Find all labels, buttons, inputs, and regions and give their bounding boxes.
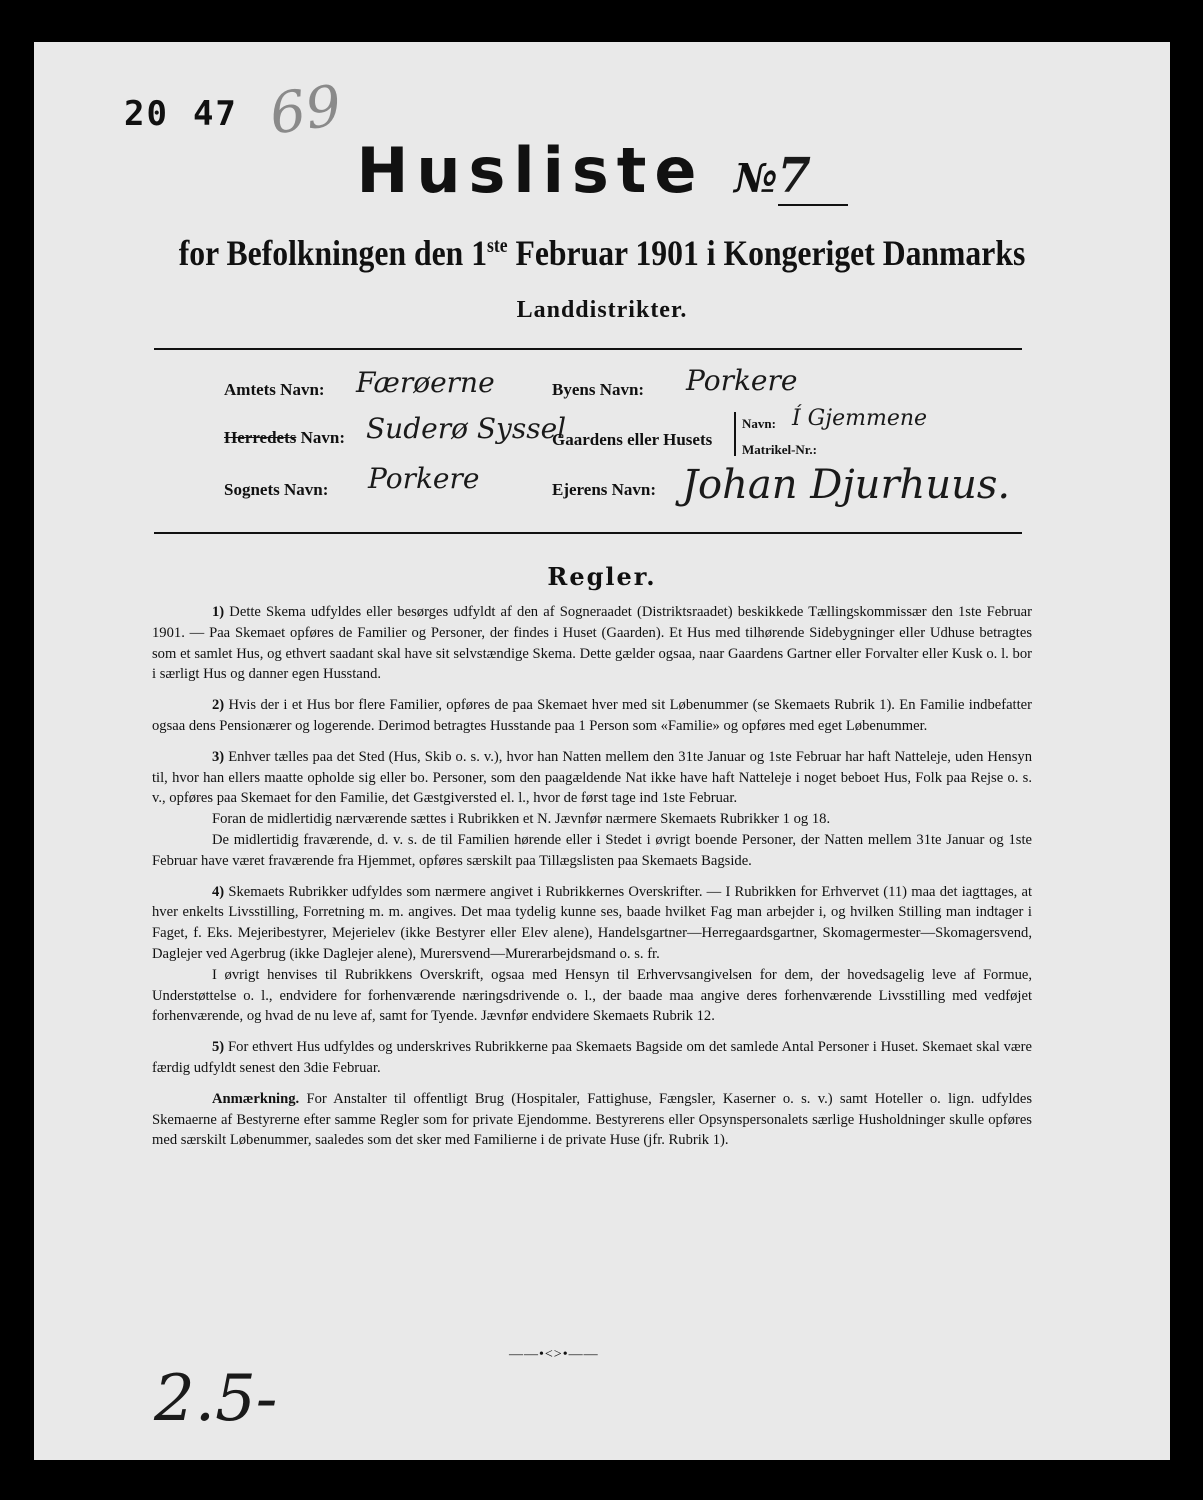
form-subtitle: for Befolkningen den 1ste Februar 1901 i Kongeriget Danmarks: [178, 233, 1026, 273]
sogn-label: Sognets Navn:: [224, 480, 329, 499]
gaard-bracket: [734, 412, 736, 456]
rules-heading: Regler.: [547, 562, 657, 591]
ejer-value: Johan Djurhuus.: [682, 462, 1011, 508]
district-heading: Landdistrikter.: [516, 297, 688, 323]
rules-note: Anmærkning. For Anstalter til offentligt Brug (Hospitaler, Fattighuse, Fængsler, Kaserner o. s. v.) samt Hoteller o. lign. udfyldes Skemaerne af Bestyrerne efter samme Regler som for private Ejendomme. Bestyrerens eller Opsynspersonalets særlige Husholdninger skulle opføres med særskilt Løbenummer, saaledes som det sker med Familierne i de private Huse (jfr. Rubrik 1).: [152, 1090, 1032, 1149]
gaard-navn-value: Í Gjemmene: [792, 406, 928, 431]
gaard-label: Gaardens eller Husets: [552, 430, 713, 449]
herred-label: Herredets Navn:: [224, 428, 346, 447]
matrikel-label: Matrikel-Nr.:: [742, 442, 817, 457]
rule-3c: De midlertidig fraværende, d. v. s. de til Familien hørende eller i Stedet i øvrigt boende Personer, der Natten mellem 31te Januar og 1ste Februar have været fraværende fra Hjemmet, opføres særskilt paa Tillægslisten paa Skemaets Bagside.: [152, 831, 1032, 869]
sogn-value: Porkere: [368, 462, 480, 495]
amt-label: Amtets Navn:: [224, 380, 325, 399]
handwritten-amount: 2.5-: [154, 1362, 278, 1436]
ejer-label: Ejerens Navn:: [552, 480, 657, 499]
rules-body: [152, 602, 1032, 1161]
ornament-divider: ——•<>•——: [509, 1347, 599, 1362]
top-divider: [154, 348, 1022, 350]
handwritten-page-number: 69: [265, 73, 346, 148]
gaard-navn-label: Navn:: [742, 416, 776, 431]
rule-2: 2) Hvis der i et Hus bor flere Familier, opføres de paa Skemaet hver med sit Løbenummer (se Skemaets Rubrik 1). En Familie indbefatter ogsaa dens Pensionærer og logerende. Derimod betragtes Husstande paa 1 Person som «Familie» og opføres med eget Løbenummer.: [152, 697, 1032, 734]
rule-5: 5) For ethvert Hus udfyldes og underskrives Rubrikkerne paa Skemaets Bagside om det samlede Antal Personer i Huset. Skemaet skal være færdig udfyldt senest den 3die Februar.: [152, 1039, 1032, 1076]
census-form-sheet: [34, 42, 1170, 1460]
form-title: Husliste №7: [34, 134, 1170, 207]
by-label: Byens Navn:: [552, 380, 645, 399]
amt-value: Færøerne: [356, 366, 495, 399]
by-value: Porkere: [686, 364, 798, 397]
rule-3b: Foran de midlertidig nærværende sættes i Rubrikken et N. Jævnfør nærmere Skemaets Rubrikker 1 og 18.: [212, 811, 831, 828]
rule-1: 1) Dette Skema udfyldes eller besørges udfyldt af den af Sogneraadet (Distriktsraadet) beskikkede Tællingskommissær den 1ste Februar 1901. — Paa Skemaet opføres de Familier og Personer, der findes i Huset (Gaarden). Et Hus med tilhørende Sidebygninger eller Udhuse betragtes som et samlet Hus, og ethvert saadant skal have sit selvstændige Skema. Dette gælder ogsaa, naar Gaardens Gartner eller Forvalter eller Kusk o. l. bor i særligt Hus og danner egen Husstand.: [152, 604, 1032, 683]
rule-4: 4) Skemaets Rubrikker udfyldes som nærmere angivet i Rubrikkernes Overskrifter. — I Rubrikken for Erhvervet (11) maa det iagttages, at hver enkelts Livsstilling, Forretning m. m. angives. Det maa tydelig kunne ses, baade hvilket Fag man arbejder i, og hvilken Stilling man indtager i Faget, f. Eks. Mejeribestyrer, Mejerielev (ikke Bestyrer eller Elev alene), Handelsgartner—Herregaardsgartner, Skomagermester—Skomagersvend, Daglejer ved Agerbrug (ikke Daglejer alene), Murersvend—Murerarbejdsmand o. s. fr.: [152, 883, 1032, 962]
list-number: 7: [778, 148, 848, 206]
rule-4b: I øvrigt henvises til Rubrikkens Overskrift, ogsaa med Hensyn til Erhvervsangivelsen for dem, der hovedsagelig leve af Formue, Understøttelse o. l., endvidere for forhenværende næringsdrivende o. l., der baade maa angive deres forhenværende Livsstilling med vedføjet forhenværende, og hvad de nu leve af, samt for Tyende. Jævnfør endvidere Skemaets Rubrik 12.: [152, 966, 1032, 1025]
herred-value: Suderø Syssel: [366, 412, 567, 445]
number-sign: №: [734, 155, 778, 202]
rule-3: 3) Enhver tælles paa det Sted (Hus, Skib o. s. v.), hvor han Natten mellem den 31te Januar og 1ste Februar har haft Natteleje, uden Hensyn til, hvor han ellers maatte opholde sig eller bo. Personer, som den paagældende Nat ikke have haft Natteleje i noget beboet Hus, Folk paa Rejse o. s. v., opføres paa Skemaet for den Familie, det Gæstgiversted el. l., hvor de først tage ind 1ste Februar.: [152, 748, 1032, 807]
form-number: 20 47: [124, 94, 238, 134]
middle-divider: [154, 532, 1022, 534]
